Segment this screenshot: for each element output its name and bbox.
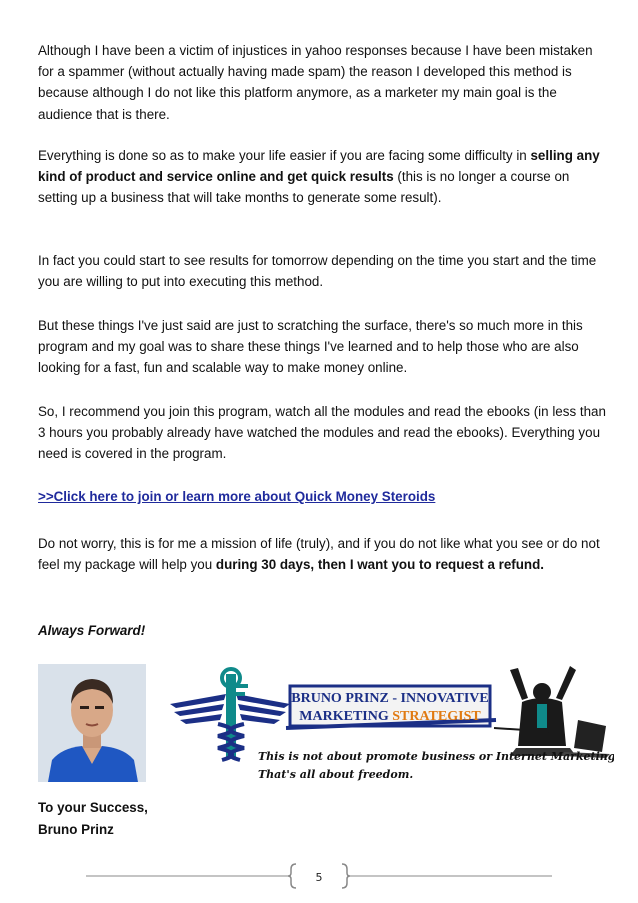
- banner-title-line2: [299, 709, 481, 724]
- paragraph-refund-text: Do not worry, this is for me a mission of life (truly), and if you do not like what you see or do not feel my package will help you: [38, 536, 600, 573]
- winged-logo-icon: [170, 669, 290, 760]
- author-portrait-image: [38, 664, 146, 782]
- page-footer: [0, 860, 638, 890]
- paragraph-refund-bold: during 30 days, then I want you to request a refund.: [215, 557, 545, 573]
- paragraph-injustices: Although I have been a victim of injustices in yahoo responses because I have been mistaken for a spammer (without actually having made spam) the reason I developed this method is because although I do not like this platform anymore, as a marketer my main goal is the audience that is there.: [38, 43, 593, 122]
- join-program-link[interactable]: >>Click here to join or learn more about Quick Money Steroids: [38, 489, 436, 504]
- celebrating-man-icon: [510, 666, 576, 756]
- banner-title-line2-part2: STRATEGIST: [392, 709, 481, 724]
- branding-banner: [166, 664, 614, 786]
- banner-graphic: [166, 664, 614, 786]
- banner-title-line1: BRUNO PRINZ - INNOVATIVE: [291, 691, 489, 706]
- motto: Always Forward!: [38, 623, 146, 638]
- banner-title-line2-part1: MARKETING: [299, 709, 393, 724]
- paragraph-easier-life-text-1: Everything is done so as to make your life easier if you are facing some difficulty in: [38, 148, 531, 163]
- paragraph-scratching-surface: But these things I've just said are just to scratching the surface, there's so much more in this program and my goal was to share these things I've learned and to help those who are also looking for a fast, fun and scalable way to make money online.: [38, 318, 583, 376]
- paragraph-refund: [38, 533, 606, 575]
- paragraph-easier-life-bold: selling any kind of product and service online and get quick results: [38, 148, 600, 185]
- closing-line: To your Success,: [38, 800, 148, 815]
- paragraph-easier-life-text-2: (this is no longer a course on setting up a business that will take months to generate some result).: [38, 169, 570, 206]
- signature: Bruno Prinz: [38, 822, 114, 837]
- banner-tagline-1: This is not about promote business or Internet Marketing.: [258, 750, 614, 763]
- page-number: 5: [315, 871, 323, 884]
- paragraph-results-tomorrow: In fact you could start to see results for tomorrow depending on the time you start and the time you are willing to put into executing this method.: [38, 253, 597, 290]
- paragraph-join-program: So, I recommend you join this program, watch all the modules and read the ebooks (in less than 3 hours you probably already have watched the modules and read the ebooks). Everything you need is covered in the program.: [38, 404, 606, 462]
- banner-tagline-2: That's all about freedom.: [258, 768, 414, 781]
- author-photo: [38, 664, 146, 782]
- join-program-link-paragraph: [38, 486, 606, 507]
- paragraph-easier-life: [38, 145, 606, 209]
- footer-rule: [0, 860, 638, 890]
